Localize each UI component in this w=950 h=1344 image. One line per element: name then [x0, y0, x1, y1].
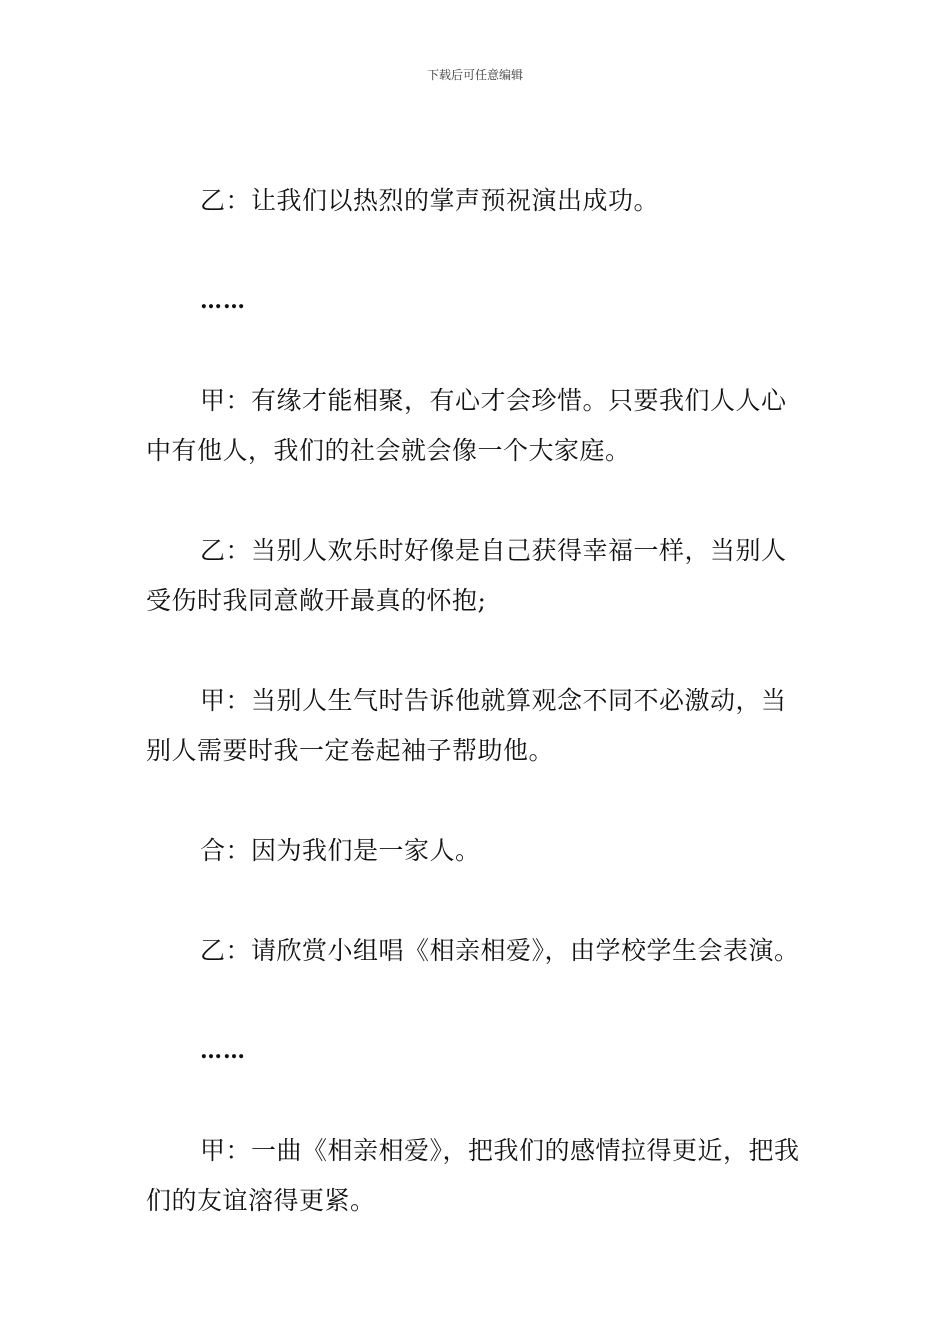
paragraph-gap: [146, 476, 808, 526]
paragraph-gap: [146, 776, 808, 826]
paragraph-7: 甲：一曲《相亲相爱》，把我们的感情拉得更近，把我们的友谊溶得更紧。: [146, 1136, 800, 1215]
ellipsis-1: ……: [200, 288, 246, 314]
paragraph-6: 乙：请欣赏小组唱《相亲相爱》，由学校学生会表演。: [200, 936, 800, 965]
document-body: [146, 176, 808, 1226]
paragraph-gap: [146, 626, 808, 676]
paragraph-5: 合：因为我们是一家人。: [200, 836, 481, 865]
paragraph-1: 乙：让我们以热烈的掌声预祝演出成功。: [200, 186, 660, 215]
header-note: 下载后可任意编辑: [426, 68, 523, 82]
paragraph-gap: [146, 326, 808, 376]
paragraph-gap: [146, 876, 808, 926]
paragraph-3: 乙：当别人欢乐时好像是自己获得幸福一样，当别人受伤时我同意敞开最真的怀抱;: [146, 536, 787, 615]
paragraph-2: 甲：有缘才能相聚，有心才会珍惜。只要我们人人心中有他人，我们的社会就会像一个大家庭。: [146, 386, 787, 465]
ellipsis-2: ……: [200, 1038, 246, 1064]
paragraph-gap: [146, 226, 808, 276]
paragraph-gap: [146, 1076, 808, 1126]
paragraph-4: 甲：当别人生气时告诉他就算观念不同不必激动，当别人需要时我一定卷起袖子帮助他。: [146, 686, 787, 765]
paragraph-gap: [146, 976, 808, 1026]
